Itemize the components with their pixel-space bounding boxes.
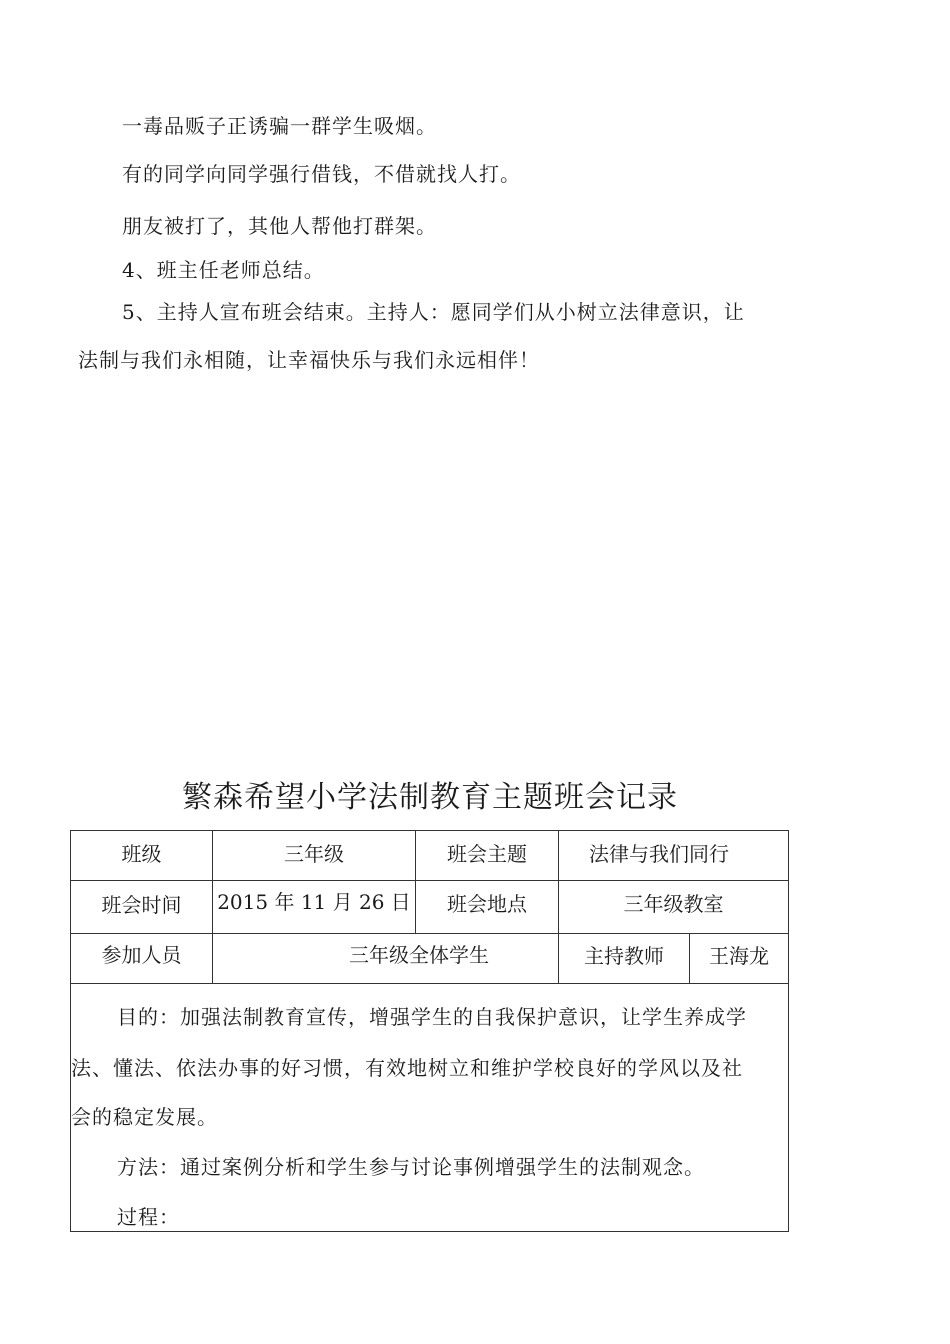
row-divider <box>71 880 788 881</box>
place-value: 三年级教室 <box>623 892 724 916</box>
method-line: 方法：通过案例分析和学生参与讨论事例增强学生的法制观念。 <box>117 1155 705 1179</box>
purpose-line-1: 目的：加强法制教育宣传，增强学生的自我保护意识，让学生养成学 <box>117 1005 747 1029</box>
people-label: 参加人员 <box>101 943 182 967</box>
purpose-line-2: 法、懂法、依法办事的好习惯，有效地树立和维护学校良好的学风以及社 <box>71 1056 743 1080</box>
record-title: 繁森希望小学法制教育主题班会记录 <box>182 780 678 815</box>
row-divider <box>71 983 788 984</box>
people-value: 三年级全体学生 <box>349 943 489 967</box>
class-value: 三年级 <box>284 842 344 866</box>
text-line-5b: 法制与我们永相随，让幸福快乐与我们永远相伴！ <box>78 348 540 372</box>
place-label: 班会地点 <box>447 892 527 916</box>
time-value: 2015 年 11 月 26 日 <box>217 890 411 914</box>
record-table <box>70 830 789 1232</box>
host-value: 王海龙 <box>709 944 769 968</box>
text-line-4: 4、班主任老师总结。 <box>122 258 325 282</box>
text-line-5a: 5、主持人宣布班会结束。主持人：愿同学们从小树立法律意识，让 <box>122 300 745 324</box>
theme-value: 法律与我们同行 <box>589 842 729 866</box>
class-label: 班级 <box>121 842 162 866</box>
row-divider <box>71 933 788 934</box>
text-line-3: 朋友被打了，其他人帮他打群架。 <box>122 214 437 238</box>
text-line-1: 一毒品贩子正诱骗一群学生吸烟。 <box>122 114 437 138</box>
process-line: 过程： <box>117 1205 180 1229</box>
host-label: 主持教师 <box>584 944 664 968</box>
theme-label: 班会主题 <box>447 842 527 866</box>
purpose-line-3: 会的稳定发展。 <box>71 1105 218 1129</box>
time-label: 班会时间 <box>101 893 182 917</box>
text-line-2: 有的同学向同学强行借钱，不借就找人打。 <box>122 162 521 186</box>
